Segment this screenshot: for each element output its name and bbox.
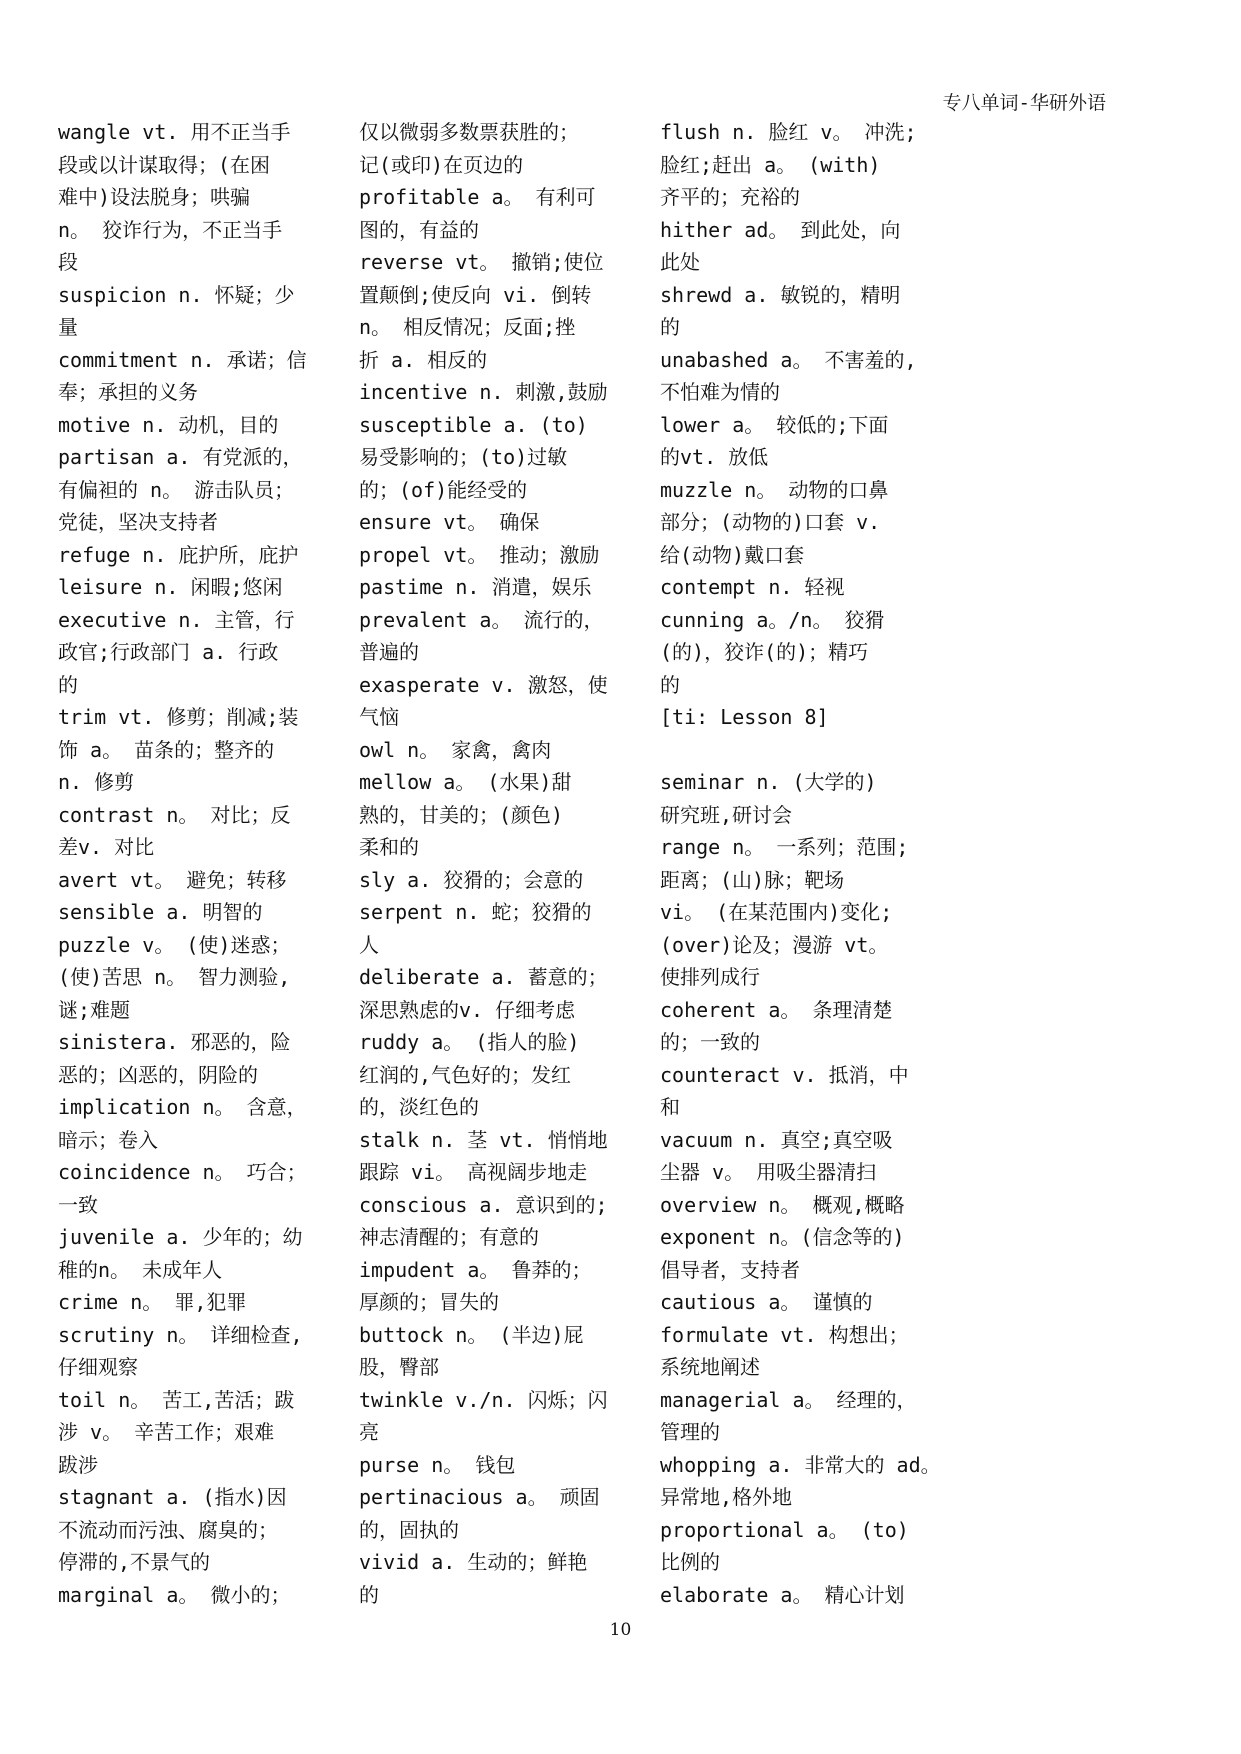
entry-line: 难中)设法脱身；哄骗 xyxy=(58,185,251,209)
entry-line: 股，臀部 xyxy=(359,1355,439,1379)
entry-line: 跟踪 vi。 高视阔步地走 xyxy=(359,1160,588,1184)
entry-line: 人 xyxy=(359,932,379,957)
entry-line: unabashed a。 不害羞的, xyxy=(660,347,917,372)
entry-line: twinkle v./n. 闪烁；闪 xyxy=(359,1387,608,1412)
entry-line: conscious a. 意识到的; xyxy=(359,1192,608,1217)
entry-line: hither ad。 到此处，向 xyxy=(660,217,901,242)
entry-line: 脸红;赶出 a。 (with) xyxy=(660,152,881,177)
entry-line: reverse vt。 撤销;使位 xyxy=(359,250,604,274)
entry-line: susceptible a. (to) xyxy=(359,412,588,437)
entry-line: 系统地阐述 xyxy=(660,1355,760,1379)
entry-line: 涉 v。 辛苦工作；艰难 xyxy=(58,1420,275,1444)
entry-line: 的 xyxy=(660,672,680,697)
entry-line: 尘器 v。 用吸尘器清扫 xyxy=(660,1160,877,1184)
entry-line: pastime n. 消遣，娱乐 xyxy=(359,575,592,599)
entry-line: 谜;难题 xyxy=(58,997,131,1022)
entry-line: 跋涉 xyxy=(58,1452,98,1477)
entry-line: 段或以计谋取得；(在困 xyxy=(58,152,271,177)
entry-line: partisan a. 有党派的， xyxy=(58,445,303,469)
entry-line xyxy=(660,734,922,767)
entry-line: n。 相反情况；反面;挫 xyxy=(359,315,576,339)
entry-line: elaborate a。 精心计划 xyxy=(660,1582,905,1607)
entry-line: (使)苦思 n。 智力测验, xyxy=(58,965,291,989)
entry-line: (的)，狡诈(的)；精巧 xyxy=(660,640,869,664)
entry-line: 亮 xyxy=(359,1420,379,1444)
entry-line: proportional a。 (to) xyxy=(660,1517,909,1542)
entry-line: range n。 一系列；范围; xyxy=(660,835,909,859)
entry-line: 折 a. 相反的 xyxy=(359,347,488,372)
entry-line: 部分；(动物的)口套 v. xyxy=(660,510,881,534)
entry-line: 记(或印)在页边的 xyxy=(359,152,524,177)
entry-line: 红润的,气色好的；发红 xyxy=(359,1062,572,1087)
entry-line: avert vt。 避免；转移 xyxy=(58,867,287,892)
entry-line: muzzle n。 动物的口鼻 xyxy=(660,477,889,502)
entry-line: 奉；承担的义务 xyxy=(58,380,198,404)
entry-line: exponent n。(信念等的) xyxy=(660,1225,905,1249)
entry-line: vivid a. 生动的；鲜艳 xyxy=(359,1550,588,1574)
entry-line: 饰 a。 苗条的；整齐的 xyxy=(58,737,275,762)
entry-line: 倡导者，支持者 xyxy=(660,1257,800,1282)
entry-line: 的vt. 放低 xyxy=(660,445,769,469)
entry-line: 管理的 xyxy=(660,1420,720,1444)
entry-line: 的，固执的 xyxy=(359,1517,459,1542)
entry-line: juvenile a. 少年的；幼 xyxy=(58,1225,303,1249)
page-header: 专八单词-华研外语 xyxy=(942,92,1106,114)
entry-line: 的 xyxy=(359,1582,379,1607)
entry-line: propel vt。 推动；激励 xyxy=(359,542,600,567)
entry-line: exasperate v. 激怒，使 xyxy=(359,672,608,697)
entry-line: 比例的 xyxy=(660,1550,720,1574)
entry-line: wangle vt. 用不正当手 xyxy=(58,120,291,144)
entry-line: coherent a。 条理清楚 xyxy=(660,997,893,1022)
entry-line: vi。 (在某范围内)变化; xyxy=(660,900,893,924)
entry-line: 恶的；凶恶的，阴险的 xyxy=(58,1062,258,1087)
entry-line: 距离；(山)脉；靶场 xyxy=(660,867,845,892)
entry-line: 段 xyxy=(58,250,78,274)
entry-line: scrutiny n。 详细检查, xyxy=(58,1322,303,1347)
entry-line: mellow a。 (水果)甜 xyxy=(359,770,572,794)
entry-line: purse n。 钱包 xyxy=(359,1452,516,1477)
entry-line: vacuum n. 真空;真空吸 xyxy=(660,1127,893,1152)
entry-line: 使排列成行 xyxy=(660,965,760,989)
entry-line: 柔和的 xyxy=(359,835,419,859)
entry-line: crime n。 罪,犯罪 xyxy=(58,1290,247,1314)
entry-line: 的，淡红色的 xyxy=(359,1095,479,1119)
entry-line: motive n. 动机，目的 xyxy=(58,412,279,437)
entry-line: pertinacious a。 顽固 xyxy=(359,1485,600,1509)
vocab-column-1 xyxy=(58,116,320,1611)
entry-line: incentive n. 刺激,鼓励 xyxy=(359,380,608,404)
entry-line: formulate vt. 构想出； xyxy=(660,1322,909,1347)
entry-line: commitment n. 承诺；信 xyxy=(58,347,307,372)
entry-line: 和 xyxy=(660,1095,680,1119)
entry-line: whopping a. 非常大的 ad。 xyxy=(660,1452,941,1477)
entry-line: 不流动而污浊、腐臭的； xyxy=(58,1517,278,1542)
entry-line: n. 修剪 xyxy=(58,770,135,794)
entry-line: coincidence n。 巧合； xyxy=(58,1160,307,1184)
entry-line: 党徒，坚决支持者 xyxy=(58,510,218,534)
entry-line: suspicion n. 怀疑；少 xyxy=(58,282,295,307)
entry-line: 普遍的 xyxy=(359,640,419,664)
entry-line: lower a。 较低的;下面 xyxy=(660,412,889,437)
entry-line: 的 xyxy=(660,315,680,339)
entry-line: ruddy a。 (指人的脸) xyxy=(359,1030,580,1054)
entry-line: 易受影响的；(to)过敏 xyxy=(359,445,568,469)
entry-line: 厚颜的；冒失的 xyxy=(359,1290,499,1314)
entry-line: cunning a。/n。 狡猾 xyxy=(660,607,885,632)
entry-line: 的；(of)能经受的 xyxy=(359,477,528,502)
entry-line: stagnant a. (指水)因 xyxy=(58,1485,287,1509)
entry-line: contempt n. 轻视 xyxy=(660,575,845,599)
entry-line: sly a. 狡猾的；会意的 xyxy=(359,867,584,892)
entry-line: 气恼 xyxy=(359,705,399,729)
entry-line: impudent a。 鲁莽的； xyxy=(359,1257,592,1282)
entry-line: puzzle v。 (使)迷惑； xyxy=(58,932,291,957)
entry-line: refuge n. 庇护所，庇护 xyxy=(58,542,299,567)
entry-line: serpent n. 蛇；狡猾的 xyxy=(359,900,592,924)
entry-line: 齐平的；充裕的 xyxy=(660,185,800,209)
entry-line: n。 狡诈行为，不正当手 xyxy=(58,217,283,242)
entry-line: buttock n。 (半边)屁 xyxy=(359,1322,584,1347)
entry-line: (over)论及；漫游 vt。 xyxy=(660,932,889,957)
entry-line: 政官;行政部门 a. 行政 xyxy=(58,640,279,664)
entry-line: prevalent a。 流行的， xyxy=(359,607,604,632)
entry-line: contrast n。 对比；反 xyxy=(58,802,291,827)
entry-line: sensible a. 明智的 xyxy=(58,900,263,924)
entry-line: implication n。 含意， xyxy=(58,1095,307,1119)
entry-line: 图的，有益的 xyxy=(359,217,479,242)
entry-line: 的 xyxy=(58,672,78,697)
entry-line: 研究班,研讨会 xyxy=(660,802,793,827)
entry-line: seminar n. (大学的) xyxy=(660,770,877,794)
entry-line: 停滞的,不景气的 xyxy=(58,1550,211,1574)
vocab-column-3 xyxy=(660,116,941,1611)
entry-line: 不怕难为情的 xyxy=(660,380,780,404)
entry-line: 给(动物)戴口套 xyxy=(660,542,805,567)
entry-line: 量 xyxy=(58,315,78,339)
entry-line: 一致 xyxy=(58,1192,98,1217)
entry-line: managerial a。 经理的， xyxy=(660,1387,917,1412)
entry-line: counteract v. 抵消，中 xyxy=(660,1062,909,1087)
entry-line: profitable a。 有利可 xyxy=(359,185,596,209)
entry-line: 神志清醒的；有意的 xyxy=(359,1225,539,1249)
entry-line: flush n. 脸红 v。 冲洗; xyxy=(660,120,917,144)
entry-line: executive n. 主管，行 xyxy=(58,607,295,632)
entry-line: 稚的n。 未成年人 xyxy=(58,1257,223,1282)
entry-line: ensure vt。 确保 xyxy=(359,510,540,534)
entry-line: trim vt. 修剪；削减;装 xyxy=(58,705,299,729)
entry-line: 仅以微弱多数票获胜的； xyxy=(359,120,579,144)
entry-line: leisure n. 闲暇;悠闲 xyxy=(58,575,283,599)
vocab-column-2 xyxy=(359,116,621,1611)
entry-line: deliberate a. 蓄意的； xyxy=(359,965,608,989)
page-number: 10 xyxy=(609,1620,632,1640)
entry-line: overview n。 概观,概略 xyxy=(660,1192,905,1217)
entry-line: sinistera. 邪恶的，险 xyxy=(58,1030,291,1054)
entry-line: owl n。 家禽，禽肉 xyxy=(359,737,552,762)
entry-line: 深思熟虑的v. 仔细考虑 xyxy=(359,997,576,1022)
entry-line: [ti: Lesson 8] xyxy=(660,705,829,729)
entry-line: 此处 xyxy=(660,250,700,274)
entry-line: 的；一致的 xyxy=(660,1030,760,1054)
entry-line: 仔细观察 xyxy=(58,1355,138,1379)
entry-line: 暗示；卷入 xyxy=(58,1127,158,1152)
entry-line: cautious a。 谨慎的 xyxy=(660,1290,873,1314)
entry-line: stalk n. 茎 vt. 悄悄地 xyxy=(359,1127,608,1152)
entry-line: 差v. 对比 xyxy=(58,835,155,859)
entry-line: 置颠倒;使反向 vi. 倒转 xyxy=(359,282,592,307)
entry-line: toil n。 苦工,苦活；跋 xyxy=(58,1387,295,1412)
entry-line: marginal a。 微小的； xyxy=(58,1582,291,1607)
entry-line: 有偏袒的 n。 游击队员； xyxy=(58,477,295,502)
entry-line: 熟的，甘美的；(颜色) xyxy=(359,802,564,827)
entry-line: 异常地,格外地 xyxy=(660,1485,793,1509)
entry-line: shrewd a. 敏锐的，精明 xyxy=(660,282,901,307)
